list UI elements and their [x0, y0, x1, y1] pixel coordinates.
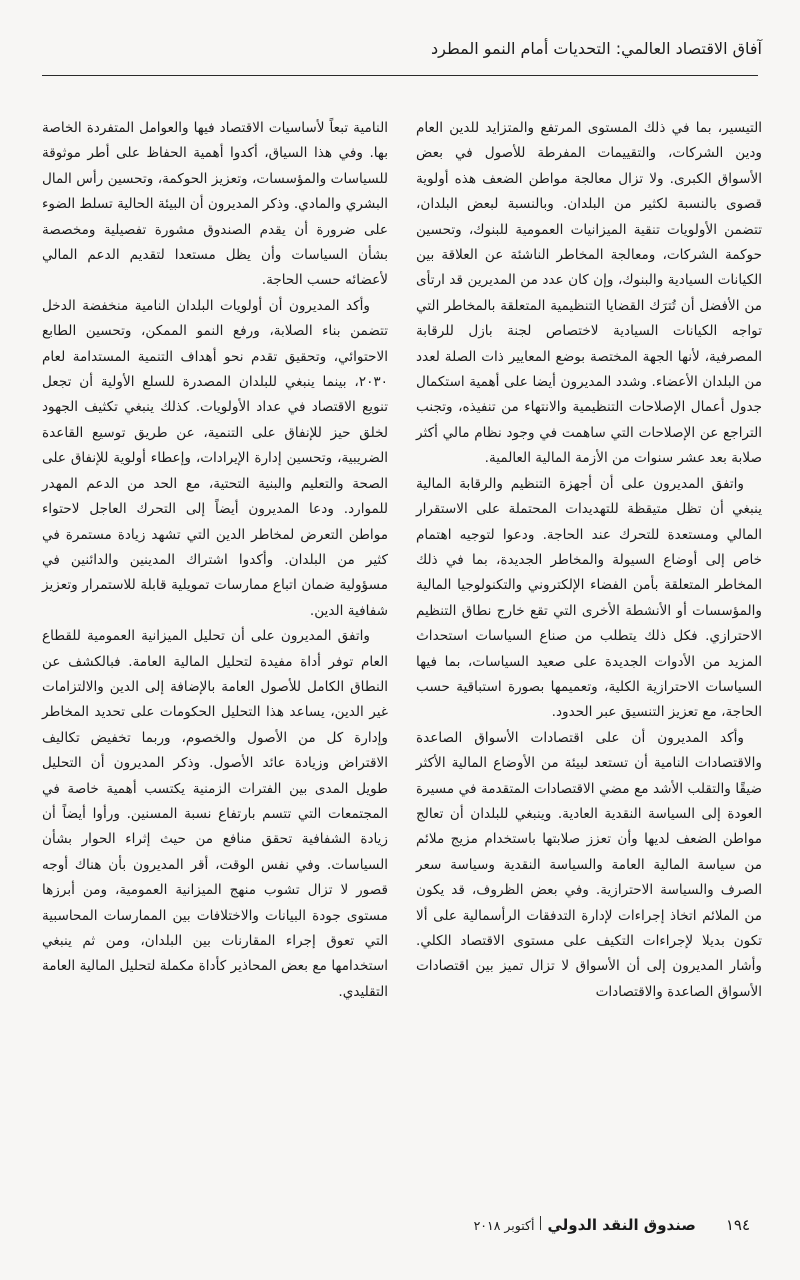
footer-date: أكتوبر ٢٠١٨ [473, 1218, 535, 1233]
paragraph: واتفق المديرون على أن تحليل الميزانية العمومية للقطاع العام توفر أداة مفيدة لتحليل المالية العامة. فبالكشف عن النطاق الكامل للأصول العامة بالإضافة إلى الدين والالتزامات غير الدين، يساعد هذا التحليل الحكومات على تحديد المخاطر وإدارة كل من الأصول والخصوم، وربما تخفيض تكاليف الاقتراض وزيادة عائد الأصول. وذكر المديرون أن التحليل طويل المدى بين الفترات الزمنية يكتسب أهمية خاصة في المجتمعات التي تتسم بارتفاع نسبة المسنين. ورأوا أيضاً أن زيادة الشفافية تحقق منافع من حيث إثراء الحوار بشأن السياسات. وفي نفس الوقت، أقر المديرون بأن هناك أوجه قصور لا تزال تشوب منهج الميزانية العمومية، ومن أبرزها مستوى جودة البيانات والاختلافات بين الممارسات المحاسبية التي تعوق إجراء المقارنات بين البلدان، ومن ثم ينبغي استخدامها مع بعض المحاذير كأداة مكملة لتحليل المالية العامة التقليدي. [42, 628, 388, 1000]
footer-publisher: صندوق النقد الدولي [547, 1216, 696, 1234]
header-chapter-title: التحديات أمام النمو المطرد [431, 39, 611, 58]
text-column-left [42, 116, 388, 1005]
paragraph: التيسير، بما في ذلك المستوى المرتفع والمتزايد للدين العام ودين الشركات، والتقييمات المفرطة للأصول في بعض الأسواق الكبرى. ولا تزال معالجة مواطن الضعف هذه أولوية قصوى بالنسبة لكثير من البلدان. وبالنسبة لبعض البلدان، تتضمن الأولويات تنقية الميزانيات العمومية للبنوك، وتحسين حوكمة الشركات، ومعالجة المخاطر الناشئة عن العلاقة بين الكيانات السيادية والبنوك، وإن كان عدد من المديرين قد ارتأى من الأفضل أن تُترَك القضايا التنظيمية المتعلقة بالمخاطر التي تواجه الكيانات السيادية لاختصاص لجنة بازل للرقابة المصرفية، لأنها الجهة المختصة بوضع المعايير ذات الصلة لعدد من البلدان الأعضاء. وشدد المديرون أيضا على أهمية استكمال جدول أعمال الإصلاحات التنظيمية والانتهاء من تنفيذه، وتجنب التراجع عن الإصلاحات التي ساهمت في وجود نظام مالي أكثر صلابة بعد عشر سنوات من الأزمة المالية العالمية. [416, 120, 762, 467]
header-report-title: آفاق الاقتصاد العالمي: [610, 39, 762, 58]
paragraph: وأكد المديرون أن أولويات البلدان النامية منخفضة الدخل تتضمن بناء الصلابة، ورفع النمو الممكن، وتحسين الطابع الاحتوائي، وتحقيق تقدم نحو أهداف التنمية المستدامة لعام ٢٠٣٠، بينما ينبغي للبلدان المصدرة للسلع الأولية أن تجعل تنويع الاقتصاد في عداد الأولويات. كذلك ينبغي تكثيف الجهود لخلق حيز للإنفاق على التنمية، عن طريق توسيع القاعدة الضريبية، وتحسين إدارة الإيرادات، وإعطاء أولوية للإنفاق على الصحة والتعليم والبنية التحتية، مع الحد من الدعم المهدر للموارد. ودعا المديرون أيضاً إلى التحرك العاجل لاحتواء مواطن التعرض لمخاطر الدين التي تشهد زيادة مستمرة في كثير من البلدان. وأكدوا اشتراك المدينين والدائنين في مسؤولية ضمان اتباع ممارسات تمويلية قابلة للاستمرار وتعزيز شفافية الدين. [42, 297, 388, 619]
paragraph: النامية تبعاً لأساسيات الاقتصاد فيها والعوامل المتفردة الخاصة بها. وفي هذا السياق، أكدوا أهمية الحفاظ على أطر موثوقة للسياسات والمؤسسات، وتعزيز الحوكمة، وتحسين رأس المال البشري والمادي. وذكر المديرون أن البيئة الحالية تسلط الضوء على ضرورة أن يقدم الصندوق مشورة تفصيلية ومخصصة بشأن السياسات وأن يظل مستعدا لتقديم الدعم المالي لأعضائه حسب الحاجة. [42, 120, 388, 289]
paragraph: واتفق المديرون على أن أجهزة التنظيم والرقابة المالية ينبغي أن تظل متيقظة للتهديدات المحتملة على الاستقرار المالي ومستعدة للتحرك عند الحاجة. ودعوا لتوجيه اهتمام خاص إلى أوضاع السيولة والمخاطر الجديدة، بما في ذلك المخاطر المتعلقة بأمن الفضاء الإلكتروني والتكنولوجيا المالية والمؤسسات أو الأنشطة الأخرى التي تقع خارج نطاق التنظيم الاحترازي. فكل ذلك يتطلب من صناع السياسات استحداث المزيد من الأدوات الجديدة على صعيد السياسات، بما فيها السياسات الاحترازية الكلية، وتعميمها بصورة استباقية حسب الحاجة، مع تعزيز التنسيق عبر الحدود. [416, 475, 762, 721]
paragraph: وأكد المديرون أن على اقتصادات الأسواق الصاعدة والاقتصادات النامية أن تستعد لبيئة من الأوضاع المالية الأكثر ضيقًا والتقلب الأشد مع مضي الاقتصادات المتقدمة في مسيرة العودة إلى السياسة النقدية العادية. وينبغي للبلدان أن تعالج مواطن الضعف لديها وأن تعزز صلابتها باستخدام مزيج ملائم من سياسة المالية العامة والسياسة النقدية وسياسة سعر الصرف والسياسة الاحترازية. وفي بعض الظروف، قد يكون من الملائم اتخاذ إجراءات لإدارة التدفقات الرأسمالية على ألا تكون بديلا لإجراءات التكيف على مستوى الاقتصاد الكلي. وأشار المديرون إلى أن الأسواق لا تزال تميز بين اقتصادات الأسواق الصاعدة والاقتصادات [416, 729, 762, 1000]
footer-divider [540, 1216, 541, 1230]
page-footer [474, 1216, 750, 1234]
running-header [38, 36, 762, 62]
header-divider [42, 75, 758, 76]
page-number: ١٩٤ [725, 1216, 750, 1234]
text-column-right [416, 116, 762, 1005]
